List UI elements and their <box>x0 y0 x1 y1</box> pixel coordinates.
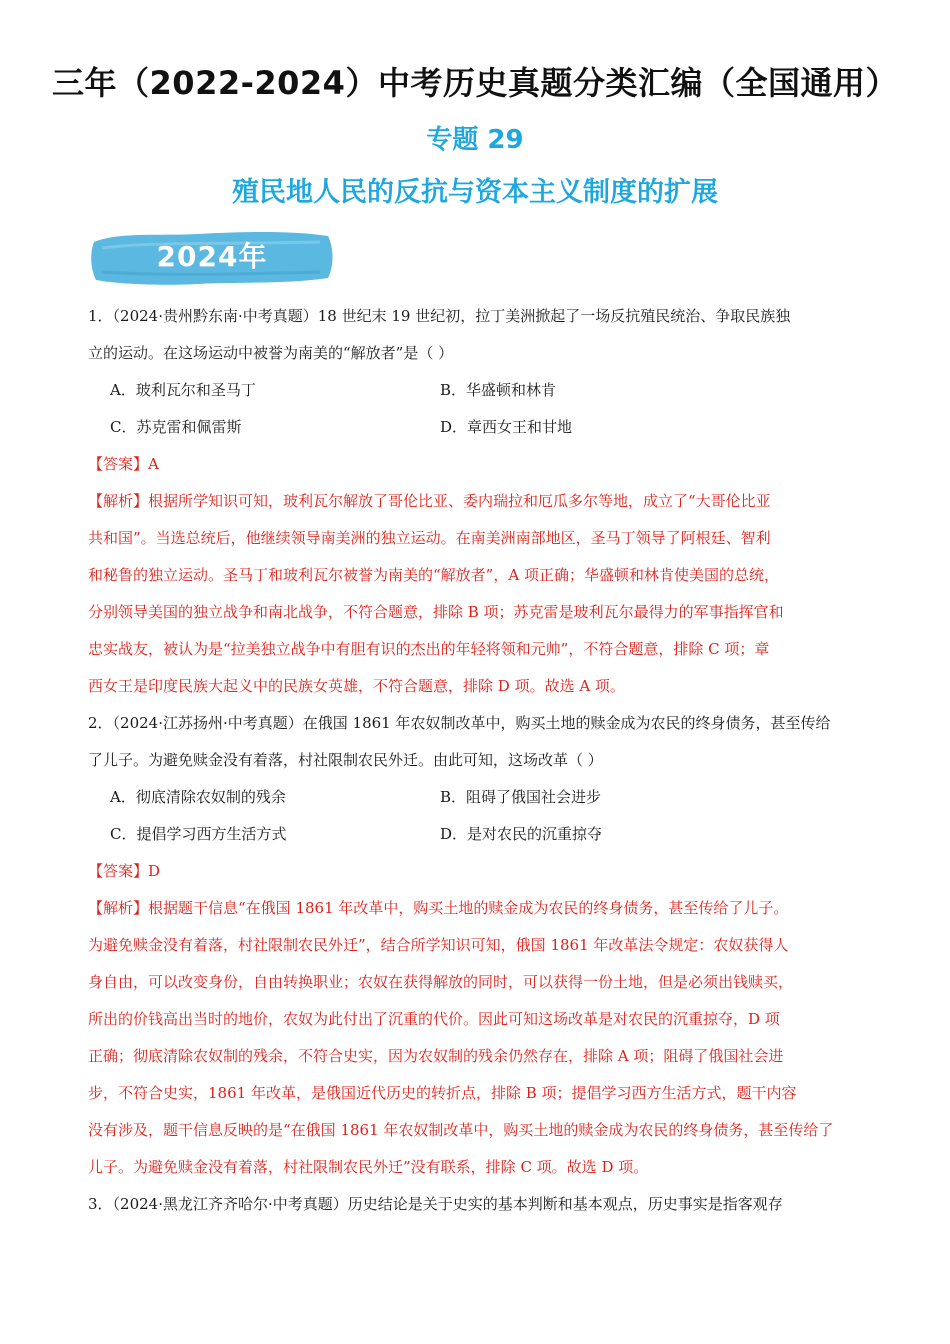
analysis-line: 西女王是印度民族大起义中的民族女英雄，不符合题意，排除 D 项。故选 A 项。 <box>88 677 625 695</box>
options-row <box>88 816 864 853</box>
question-1 <box>88 298 864 705</box>
option-a: A．彻底清除农奴制的残余 <box>110 788 286 806</box>
document-title: 三年（2022-2024）中考历史真题分类汇编（全国通用） <box>52 64 898 102</box>
question-stem-line: 2．（2024·江苏扬州·中考真题）在俄国 1861 年农奴制改革中，购买土地的赎金成为农民的终身债务，甚至传给 <box>88 714 831 732</box>
question-2 <box>88 705 864 1186</box>
options-row <box>88 409 864 446</box>
analysis-line: 和秘鲁的独立运动。圣马丁和玻利瓦尔被誉为南美的“解放者”，A 项正确；华盛顿和林肯使美国的总统， <box>88 566 779 584</box>
question-stem-line: 了儿子。为避免赎金没有着落，村社限制农民外迁。由此可知，这场改革（ ） <box>88 751 603 769</box>
year-label: 2024年 <box>156 240 268 273</box>
analysis-line: 忠实战友，被认为是“拉美独立战争中有胆有识的杰出的年轻将领和元帅”，不符合题意，排除 C 项；章 <box>88 640 770 658</box>
question-stem-line: 3．（2024·黑龙江齐齐哈尔·中考真题）历史结论是关于史实的基本判断和基本观点，历史事实是指客观存 <box>88 1195 783 1213</box>
question-3 <box>88 1186 864 1223</box>
analysis-line: 【解析】根据题干信息“在俄国 1861 年改革中，购买土地的赎金成为农民的终身债务，甚至传给了儿子。 <box>88 899 789 917</box>
options-row <box>88 779 864 816</box>
option-a: A．玻利瓦尔和圣马丁 <box>110 381 256 399</box>
option-b: B．阻碍了俄国社会进步 <box>440 788 602 806</box>
question-list <box>88 298 864 1223</box>
topic-number: 专题 29 <box>426 125 524 155</box>
analysis-line: 正确；彻底清除农奴制的残余，不符合史实，因为农奴制的残余仍然存在，排除 A 项；阻碍了俄国社会进 <box>88 1047 784 1065</box>
analysis-line: 步，不符合史实，1861 年改革，是俄国近代历史的转折点，排除 B 项；提倡学习西方生活方式，题干内容 <box>88 1084 797 1102</box>
analysis-line: 所出的价钱高出当时的地价，农奴为此付出了沉重的代价。因此可知这场改革是对农民的沉重掠夺，D 项 <box>88 1010 780 1028</box>
analysis-line: 儿子。为避免赎金没有着落，村社限制农民外迁”没有联系，排除 C 项。故选 D 项。 <box>88 1158 649 1176</box>
analysis-line: 没有涉及，题干信息反映的是“在俄国 1861 年农奴制改革中，购买土地的赎金成为农民的终身债务，甚至传给了 <box>88 1121 834 1139</box>
analysis-line: 共和国”。当选总统后，他继续领导南美洲的独立运动。在南美洲南部地区，圣马丁领导了阿根廷、智利 <box>88 529 771 547</box>
options-row <box>88 372 864 409</box>
question-stem-line: 1．（2024·贵州黔东南·中考真题）18 世纪末 19 世纪初，拉丁美洲掀起了一场反抗殖民统治、争取民族独 <box>88 307 791 325</box>
year-section-badge <box>88 226 336 288</box>
analysis-line: 身自由，可以改变身份，自由转换职业；农奴在获得解放的同时，可以获得一份土地，但是必须出钱赎买， <box>88 973 794 991</box>
analysis-line: 为避免赎金没有着落，村社限制农民外迁”，结合所学知识可知，俄国 1861 年改革法令规定：农奴获得人 <box>88 936 789 954</box>
question-stem-line: 立的运动。在这场运动中被誉为南美的“解放者”是（ ） <box>88 344 454 362</box>
answer: 【答案】A <box>88 455 159 473</box>
option-b: B．华盛顿和林肯 <box>440 381 557 399</box>
topic-title: 殖民地人民的反抗与资本主义制度的扩展 <box>232 177 718 208</box>
answer: 【答案】D <box>88 862 161 880</box>
option-c: C．提倡学习西方生活方式 <box>110 825 287 843</box>
option-c: C．苏克雷和佩雷斯 <box>110 418 242 436</box>
option-d: D．是对农民的沉重掠夺 <box>440 825 603 843</box>
analysis-line: 分别领导美国的独立战争和南北战争，不符合题意，排除 B 项；苏克雷是玻利瓦尔最得力的军事指挥官和 <box>88 603 784 621</box>
option-d: D．章西女王和甘地 <box>440 418 573 436</box>
analysis-line: 【解析】根据所学知识可知，玻利瓦尔解放了哥伦比亚、委内瑞拉和厄瓜多尔等地，成立了“大哥伦比亚 <box>88 492 771 510</box>
